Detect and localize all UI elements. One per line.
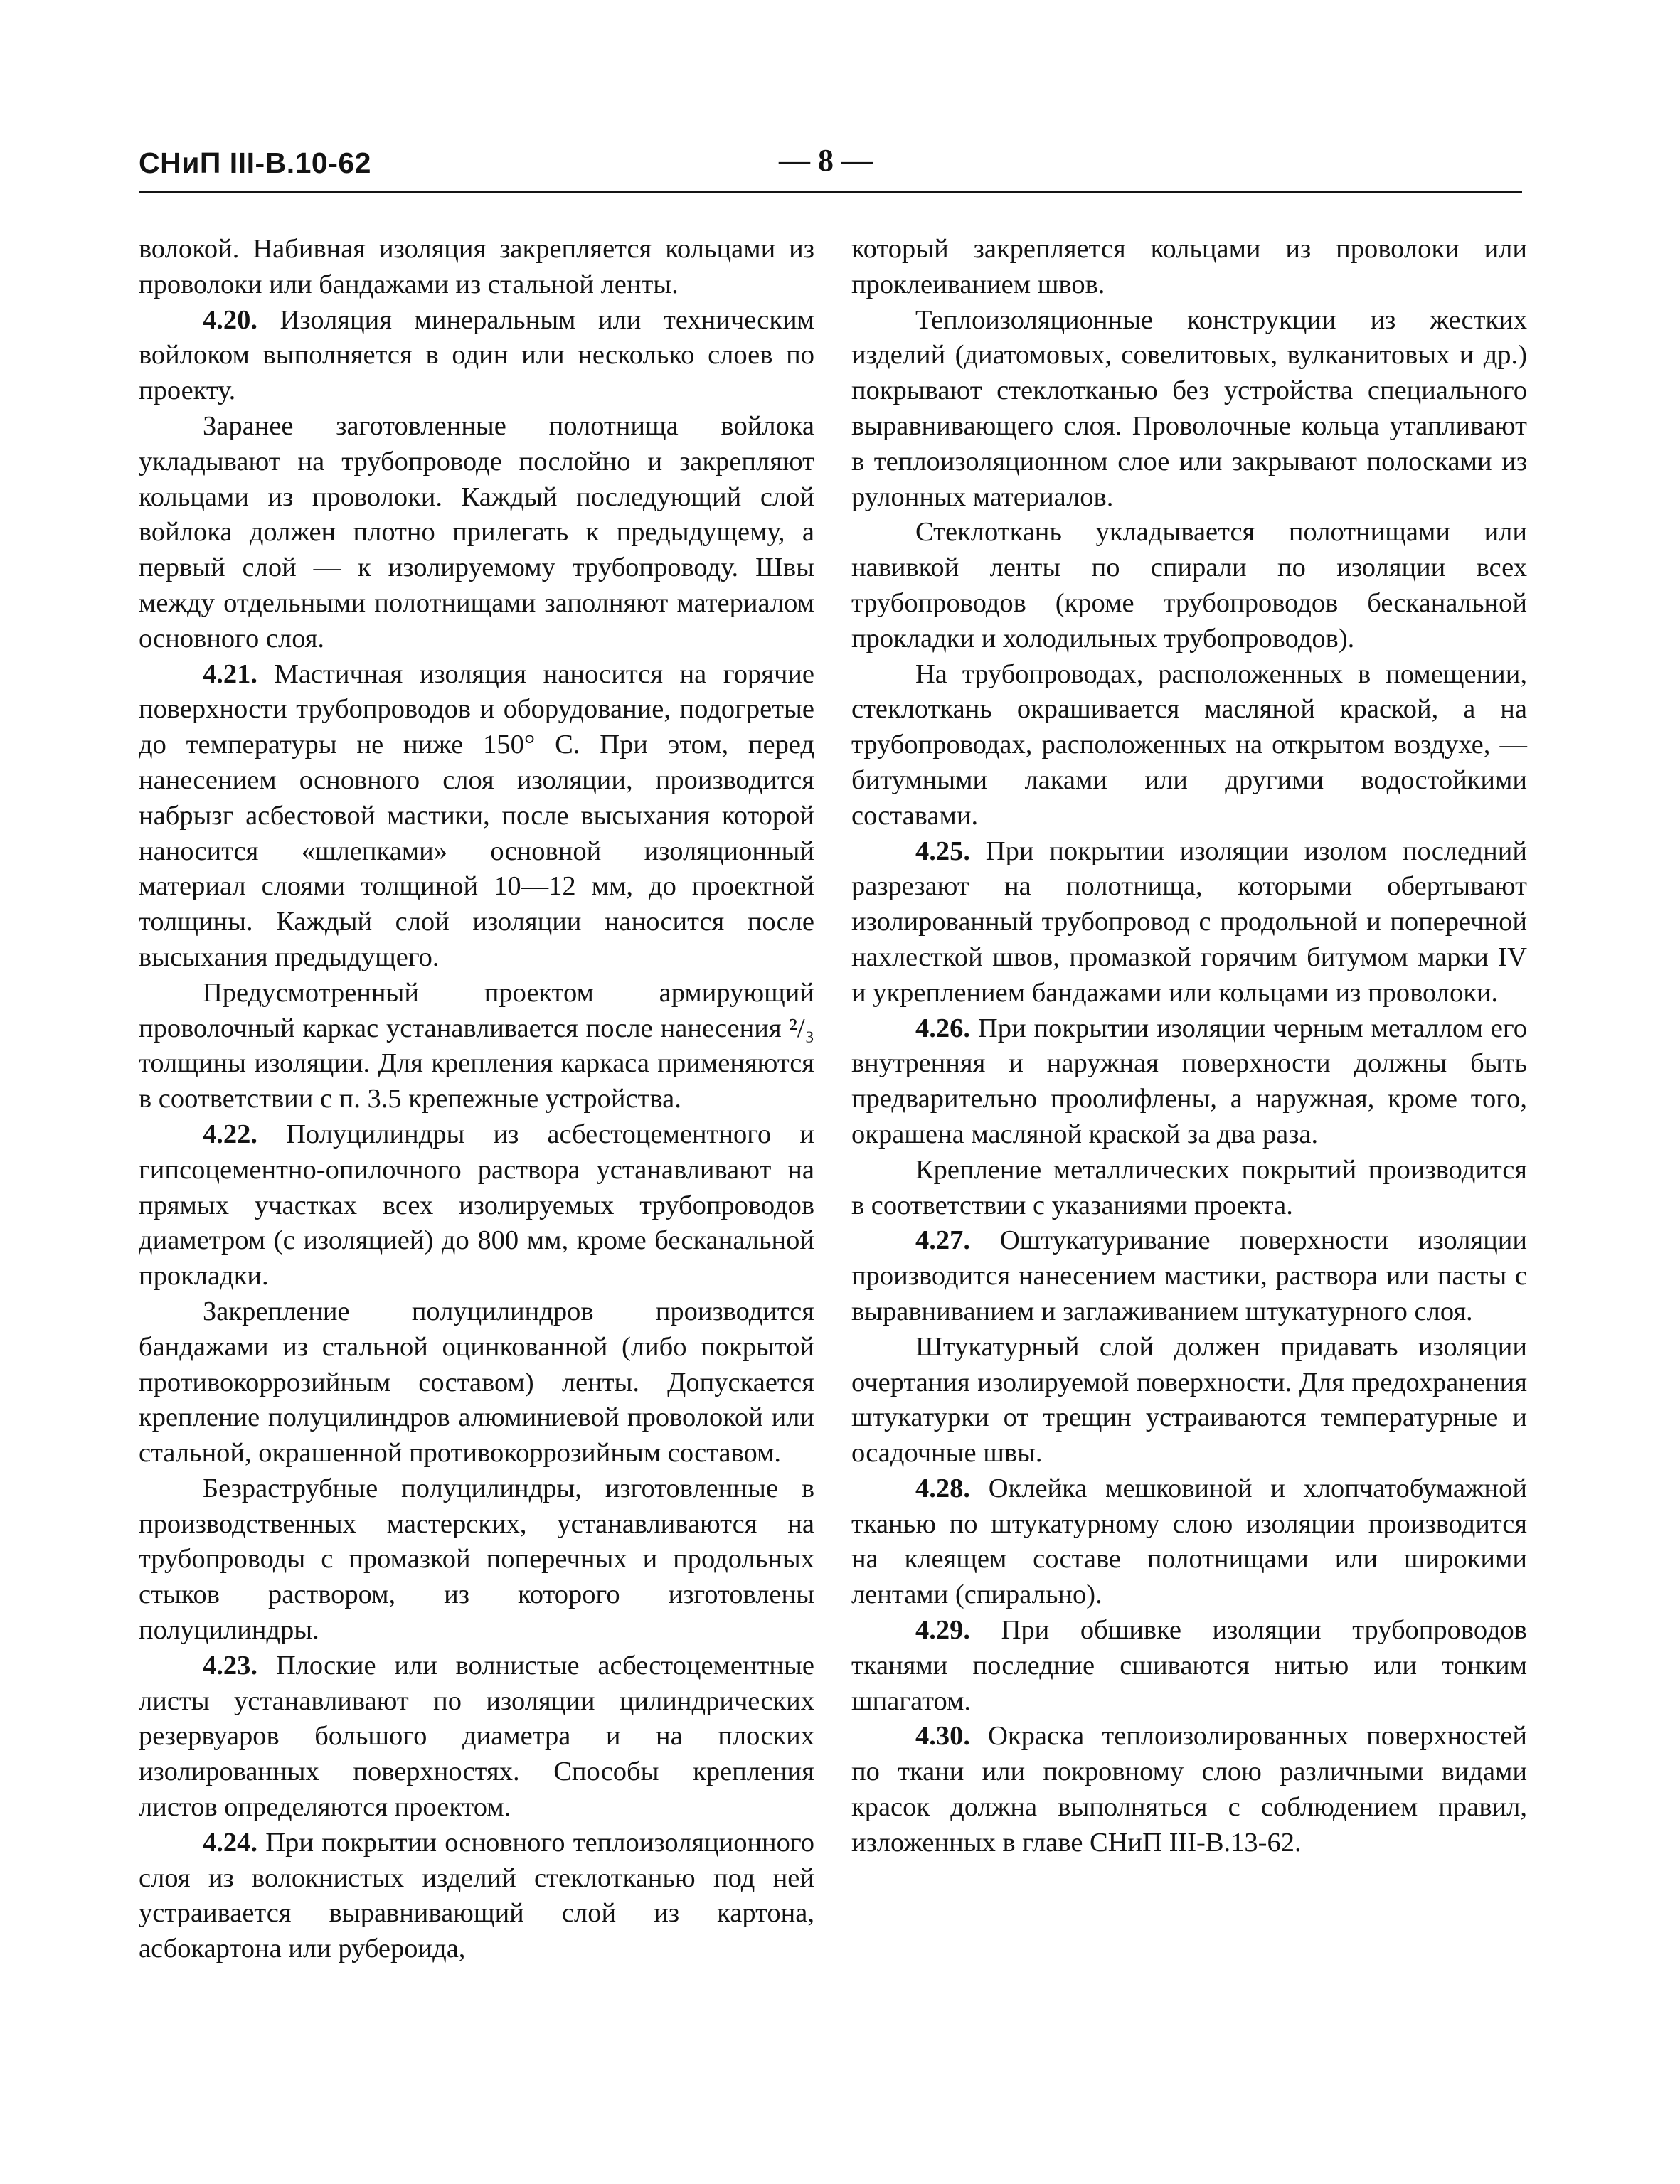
clause-text: Окраска теплоизолированных поверхностей по ткани или покровному слою различными видами красок должна выполняться с соблюдением правил, изложенных в главе СНиП III-В.13-62.: [851, 1721, 1527, 1858]
clause-4-22: [139, 1117, 814, 1294]
page-number: — 8 —: [779, 143, 873, 178]
clause-number: 4.29.: [915, 1615, 970, 1646]
left-column: [139, 232, 814, 1967]
paragraph: Стеклоткань укладывается полотнищами или навивкой ленты по спирали по изоляции всех трубопроводов (кроме трубопроводов бесканальной прокладки и холодильных трубопроводов).: [851, 517, 1527, 654]
header-rule: [139, 191, 1522, 193]
paragraph: Предусмотренный проектом армирующий проволочный каркас устанавливается после нанесения ²/₃ толщины изоляции. Для крепления каркаса применяются в соответствии с п. 3.5 крепежные устройства.: [139, 977, 814, 1114]
paragraph: На трубопроводах, расположенных в помещении, стеклоткань окрашивается масляной краской, а на трубопроводах, расположенных на открытом воздухе, — битумными лаками или другими водостойкими составами.: [851, 659, 1527, 831]
clause-4-25: [851, 834, 1527, 1011]
clause-4-28: [851, 1471, 1527, 1613]
paragraph: волокой. Набивная изоляция закрепляется кольцами из проволоки или бандажами из стальной ленты.: [139, 234, 814, 299]
clause-text: Мастичная изоляция наносится на горячие поверхности трубопроводов и оборудование, подогретые до температуры не ниже 150° С. При этом, перед нанесением основного слоя изоляции, производится набрызг асбестовой мастики, после высыхания которой наносится «шлепками» основной изоляционный материал слоями толщиной 10—12 мм, до проектной толщины. Каждый слой изоляции наносится после высыхания предыдущего.: [139, 659, 814, 972]
clause-number: 4.24.: [203, 1827, 257, 1858]
clause-number: 4.30.: [915, 1721, 970, 1752]
clause-text: Полуцилиндры из асбестоцементного и гипсоцементно-опилочного раствора устанавливают на прямых участках всех изолируемых трубопроводов диаметром (с изоляцией) до 800 мм, кроме бесканальной прокладки.: [139, 1119, 814, 1291]
clause-4-30: [851, 1719, 1527, 1860]
clause-4-26: [851, 1011, 1527, 1153]
paragraph: Штукатурный слой должен придавать изоляции очертания изолируемой поверхности. Для предохранения штукатурки от трещин устраиваются температурные и осадочные швы.: [851, 1331, 1527, 1469]
clause-number: 4.26.: [915, 1013, 970, 1043]
clause-text: Оклейка мешковиной и хлопчатобумажной тканью по штукатурному слою изоляции производится на клеящем составе полотнищами или широкими лентами (спирально).: [851, 1473, 1527, 1610]
paragraph: Теплоизоляционные конструкции из жестких изделий (диатомовых, совелитовых, вулканитовых и др.) покрывают стеклотканью без устройства специального выравнивающего слоя. Проволочные кольца утапливают в теплоизоляционном слое или закрывают полосками из рулонных материалов.: [851, 304, 1527, 512]
clause-4-20: [139, 303, 814, 409]
clause-4-29: [851, 1613, 1527, 1719]
clause-4-27: [851, 1223, 1527, 1329]
clause-number: 4.22.: [203, 1119, 257, 1149]
clause-4-24: [139, 1826, 814, 1967]
clause-text: Плоские или волнистые асбестоцементные листы устанавливают по изоляции цилиндрических резервуаров большого диаметра и на плоских изолированных поверхностях. Способы крепления листов определяются проектом.: [139, 1650, 814, 1823]
paragraph: Крепление металлических покрытий производится в соответствии с указаниями проекта.: [851, 1154, 1527, 1220]
clause-text: Оштукатуривание поверхности изоляции производится нанесением мастики, раствора или пасты с выравниванием и заглаживанием штукатурного слоя.: [851, 1225, 1527, 1326]
clause-number: 4.20.: [203, 304, 257, 335]
clause-text: При обшивке изоляции трубопроводов тканями последние сшиваются нитью или тонким шпагатом.: [851, 1615, 1527, 1716]
clause-number: 4.27.: [915, 1225, 970, 1256]
clause-4-21: [139, 657, 814, 976]
clause-number: 4.23.: [203, 1650, 257, 1680]
clause-number: 4.25.: [915, 836, 970, 866]
clause-number: 4.21.: [203, 659, 257, 689]
clause-text: При покрытии изоляции черным металлом его внутренняя и наружная поверхности должны быть предварительно проолифлены, а наружная, кроме того, окрашена масляной краской за два раза.: [851, 1013, 1527, 1149]
clause-text: При покрытии изоляции изолом последний разрезают на полотнища, которыми обертывают изолированный трубопровод с продольной и поперечной нахлесткой швов, промазкой горячим битумом марки IV и укреплением бандажами или кольцами из проволоки.: [851, 836, 1527, 1008]
document-code: СНиП III-В.10-62: [139, 147, 371, 179]
paragraph: который закрепляется кольцами из проволоки или проклеиванием швов.: [851, 234, 1527, 299]
paragraph: Безраструбные полуцилиндры, изготовленные в производственных мастерских, устанавливаются на трубопроводы с промазкой поперечных и продольных стыков раствором, из которого изготовлены полуцилиндры.: [139, 1473, 814, 1646]
paragraph: Закрепление полуцилиндров производится бандажами из стальной оцинкованной (либо покрытой противокоррозийным составом) ленты. Допускается крепление полуцилиндров алюминиевой проволокой или стальной, окрашенной противокоррозийным составом.: [139, 1296, 814, 1469]
clause-text: При покрытии основного теплоизоляционного слоя из волокнистых изделий стеклотканью под ней устраивается выравнивающий слой из картона, асбокартона или рубероида,: [139, 1827, 814, 1964]
clause-number: 4.28.: [915, 1473, 970, 1503]
paragraph: Заранее заготовленные полотнища войлока укладывают на трубопроводе послойно и закрепляют кольцами из проволоки. Каждый последующий слой войлока должен плотно прилегать к предыдущему, а первый слой — к изолируемому трубопроводу. Швы между отдельными полотнищами заполняют материалом основного слоя.: [139, 410, 814, 654]
right-column: [851, 232, 1527, 1861]
clause-text: Изоляция минеральным или техническим войлоком выполняется в один или несколько слоев по проекту.: [139, 304, 814, 406]
clause-4-23: [139, 1648, 814, 1826]
